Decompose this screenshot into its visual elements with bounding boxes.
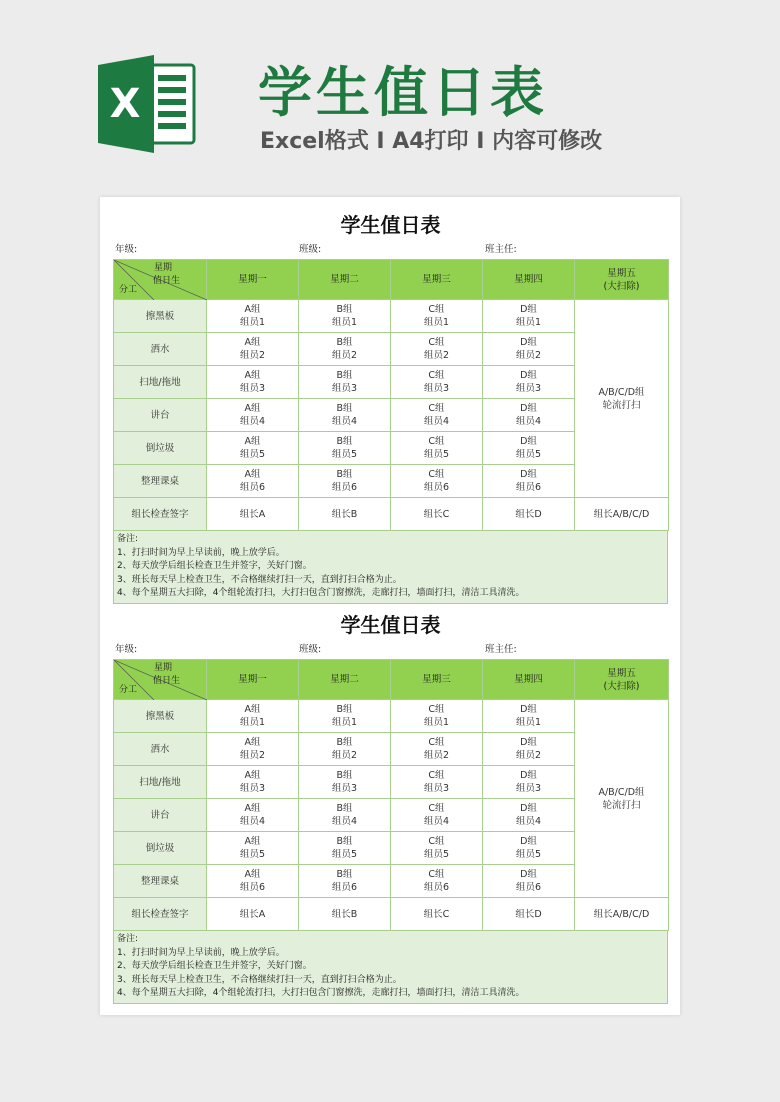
class-label: 班级:	[299, 644, 322, 655]
check-cell: 组长A	[207, 898, 299, 931]
info-row	[113, 241, 668, 259]
task-cell: 讲台	[114, 399, 207, 432]
note-line: 1、打扫时间为早上早读前，晚上放学后。	[117, 547, 285, 558]
corner-student-label: 值日生	[152, 276, 180, 286]
duty-cell: B组 组员6	[299, 465, 391, 498]
task-cell: 擦黑板	[114, 700, 207, 733]
check-cell: 组长B	[299, 898, 391, 931]
duty-cell: C组 组员4	[391, 799, 483, 832]
header-tuesday: 星期二	[299, 260, 391, 300]
sheet-title: 学生值日表	[340, 613, 441, 637]
duty-cell: C组 组员6	[391, 465, 483, 498]
notes-box	[113, 531, 668, 604]
duty-cell: C组 组员3	[391, 366, 483, 399]
task-cell: 讲台	[114, 799, 207, 832]
header-wednesday: 星期三	[391, 260, 483, 300]
task-cell: 扫地/拖地	[114, 366, 207, 399]
task-cell: 擦黑板	[114, 300, 207, 333]
check-cell-friday: 组长A/B/C/D	[575, 498, 669, 531]
check-row	[114, 498, 669, 531]
check-cell-friday: 组长A/B/C/D	[575, 898, 669, 931]
duty-cell: D组 组员4	[483, 799, 575, 832]
note-line: 4、每个星期五大扫除，4个组轮流打扫，大打扫包含门窗擦洗，走廊打扫，墙面打扫，清洁工具清洗。	[117, 988, 525, 998]
task-cell: 洒水	[114, 733, 207, 766]
corner-weekday-label: 星期	[153, 263, 172, 273]
class-label: 班级:	[299, 244, 322, 255]
check-cell: 组长C	[391, 498, 483, 531]
notes-title: 备注:	[117, 534, 139, 544]
task-cell: 洒水	[114, 333, 207, 366]
header-thursday: 星期四	[483, 260, 575, 300]
corner-header-cell	[114, 660, 207, 700]
corner-task-label: 分工	[119, 285, 138, 295]
duty-cell: B组 组员4	[299, 799, 391, 832]
check-cell: 组长A	[207, 498, 299, 531]
duty-cell: D组 组员6	[483, 865, 575, 898]
duty-cell: B组 组员3	[299, 766, 391, 799]
friday-merged-cell: A/B/C/D组 轮流打扫	[575, 300, 669, 498]
note-line: 2、每天放学后组长检查卫生并签字，关好门窗。	[117, 561, 312, 571]
duty-cell: B组 组员4	[299, 399, 391, 432]
duty-cell: B组 组员3	[299, 366, 391, 399]
duty-cell: D组 组员5	[483, 832, 575, 865]
duty-sheet-2	[113, 609, 668, 1004]
duty-cell: B组 组员1	[299, 300, 391, 333]
sheet-title: 学生值日表	[340, 213, 441, 237]
duty-cell: D组 组员2	[483, 733, 575, 766]
duty-table	[113, 259, 669, 531]
notes-title: 备注:	[117, 934, 139, 944]
note-line: 3、班长每天早上检查卫生，不合格继续打扫一天，直到打扫合格为止。	[117, 974, 402, 985]
duty-cell: D组 组员2	[483, 333, 575, 366]
friday-merged-cell: A/B/C/D组 轮流打扫	[575, 700, 669, 898]
grade-label: 年级:	[115, 244, 138, 255]
duty-cell: D组 组员3	[483, 766, 575, 799]
duty-cell: C组 组员5	[391, 832, 483, 865]
duty-cell: C组 组员1	[391, 700, 483, 733]
duty-cell: A组 组员1	[207, 700, 299, 733]
task-cell: 倒垃圾	[114, 832, 207, 865]
duty-cell: A组 组员3	[207, 766, 299, 799]
check-row	[114, 898, 669, 931]
task-cell: 扫地/拖地	[114, 766, 207, 799]
check-cell: 组长C	[391, 898, 483, 931]
check-cell: 组长D	[483, 498, 575, 531]
duty-cell: C组 组员2	[391, 333, 483, 366]
duty-cell: A组 组员5	[207, 832, 299, 865]
task-cell: 组长检查签字	[114, 898, 207, 931]
note-line: 2、每天放学后组长检查卫生并签字，关好门窗。	[117, 961, 312, 971]
duty-cell: A组 组员4	[207, 799, 299, 832]
table-row	[114, 700, 669, 733]
header-wednesday: 星期三	[391, 660, 483, 700]
duty-cell: D组 组员1	[483, 700, 575, 733]
check-cell: 组长B	[299, 498, 391, 531]
duty-cell: C组 组员6	[391, 865, 483, 898]
page-title: 学生值日表	[258, 61, 548, 124]
corner-header-cell	[114, 260, 207, 300]
duty-cell: A组 组员2	[207, 733, 299, 766]
header-tuesday: 星期二	[299, 660, 391, 700]
duty-cell: A组 组员6	[207, 865, 299, 898]
logo-letter: X	[109, 81, 141, 127]
document-page	[100, 197, 680, 1015]
duty-cell: B组 组员2	[299, 733, 391, 766]
header-friday: 星期五 (大扫除)	[575, 260, 669, 300]
teacher-label: 班主任:	[485, 244, 517, 255]
duty-cell: A组 组员6	[207, 465, 299, 498]
duty-cell: C组 组员1	[391, 300, 483, 333]
duty-cell: A组 组员5	[207, 432, 299, 465]
header-monday: 星期一	[207, 660, 299, 700]
grade-label: 年级:	[115, 644, 138, 655]
duty-cell: A组 组员1	[207, 300, 299, 333]
duty-cell: A组 组员4	[207, 399, 299, 432]
duty-cell: B组 组员5	[299, 432, 391, 465]
corner-student-label: 值日生	[152, 676, 180, 686]
duty-cell: B组 组员5	[299, 832, 391, 865]
page-subtitle: Excel格式 I A4打印 I 内容可修改	[260, 129, 603, 154]
excel-logo-icon	[98, 55, 198, 153]
note-line: 3、班长每天早上检查卫生，不合格继续打扫一天，直到打扫合格为止。	[117, 574, 402, 585]
duty-cell: C组 组员3	[391, 766, 483, 799]
header-thursday: 星期四	[483, 660, 575, 700]
duty-cell: D组 组员5	[483, 432, 575, 465]
check-cell: 组长D	[483, 898, 575, 931]
duty-sheet-1	[113, 209, 668, 604]
duty-cell: D组 组员4	[483, 399, 575, 432]
task-cell: 倒垃圾	[114, 432, 207, 465]
duty-cell: B组 组员6	[299, 865, 391, 898]
corner-weekday-label: 星期	[153, 663, 172, 673]
corner-task-label: 分工	[119, 685, 138, 695]
duty-cell: D组 组员3	[483, 366, 575, 399]
note-line: 1、打扫时间为早上早读前，晚上放学后。	[117, 947, 285, 958]
task-cell: 整理课桌	[114, 865, 207, 898]
teacher-label: 班主任:	[485, 644, 517, 655]
task-cell: 整理课桌	[114, 465, 207, 498]
duty-cell: C组 组员4	[391, 399, 483, 432]
header-monday: 星期一	[207, 260, 299, 300]
duty-cell: C组 组员5	[391, 432, 483, 465]
task-cell: 组长检查签字	[114, 498, 207, 531]
header-friday: 星期五 (大扫除)	[575, 660, 669, 700]
duty-cell: A组 组员2	[207, 333, 299, 366]
notes-box	[113, 931, 668, 1004]
table-row	[114, 300, 669, 333]
duty-cell: A组 组员3	[207, 366, 299, 399]
duty-cell: B组 组员1	[299, 700, 391, 733]
info-row	[113, 641, 668, 659]
duty-table	[113, 659, 669, 931]
duty-cell: C组 组员2	[391, 733, 483, 766]
duty-cell: D组 组员1	[483, 300, 575, 333]
duty-cell: D组 组员6	[483, 465, 575, 498]
note-line: 4、每个星期五大扫除，4个组轮流打扫，大打扫包含门窗擦洗，走廊打扫，墙面打扫，清洁工具清洗。	[117, 588, 525, 598]
duty-cell: B组 组员2	[299, 333, 391, 366]
